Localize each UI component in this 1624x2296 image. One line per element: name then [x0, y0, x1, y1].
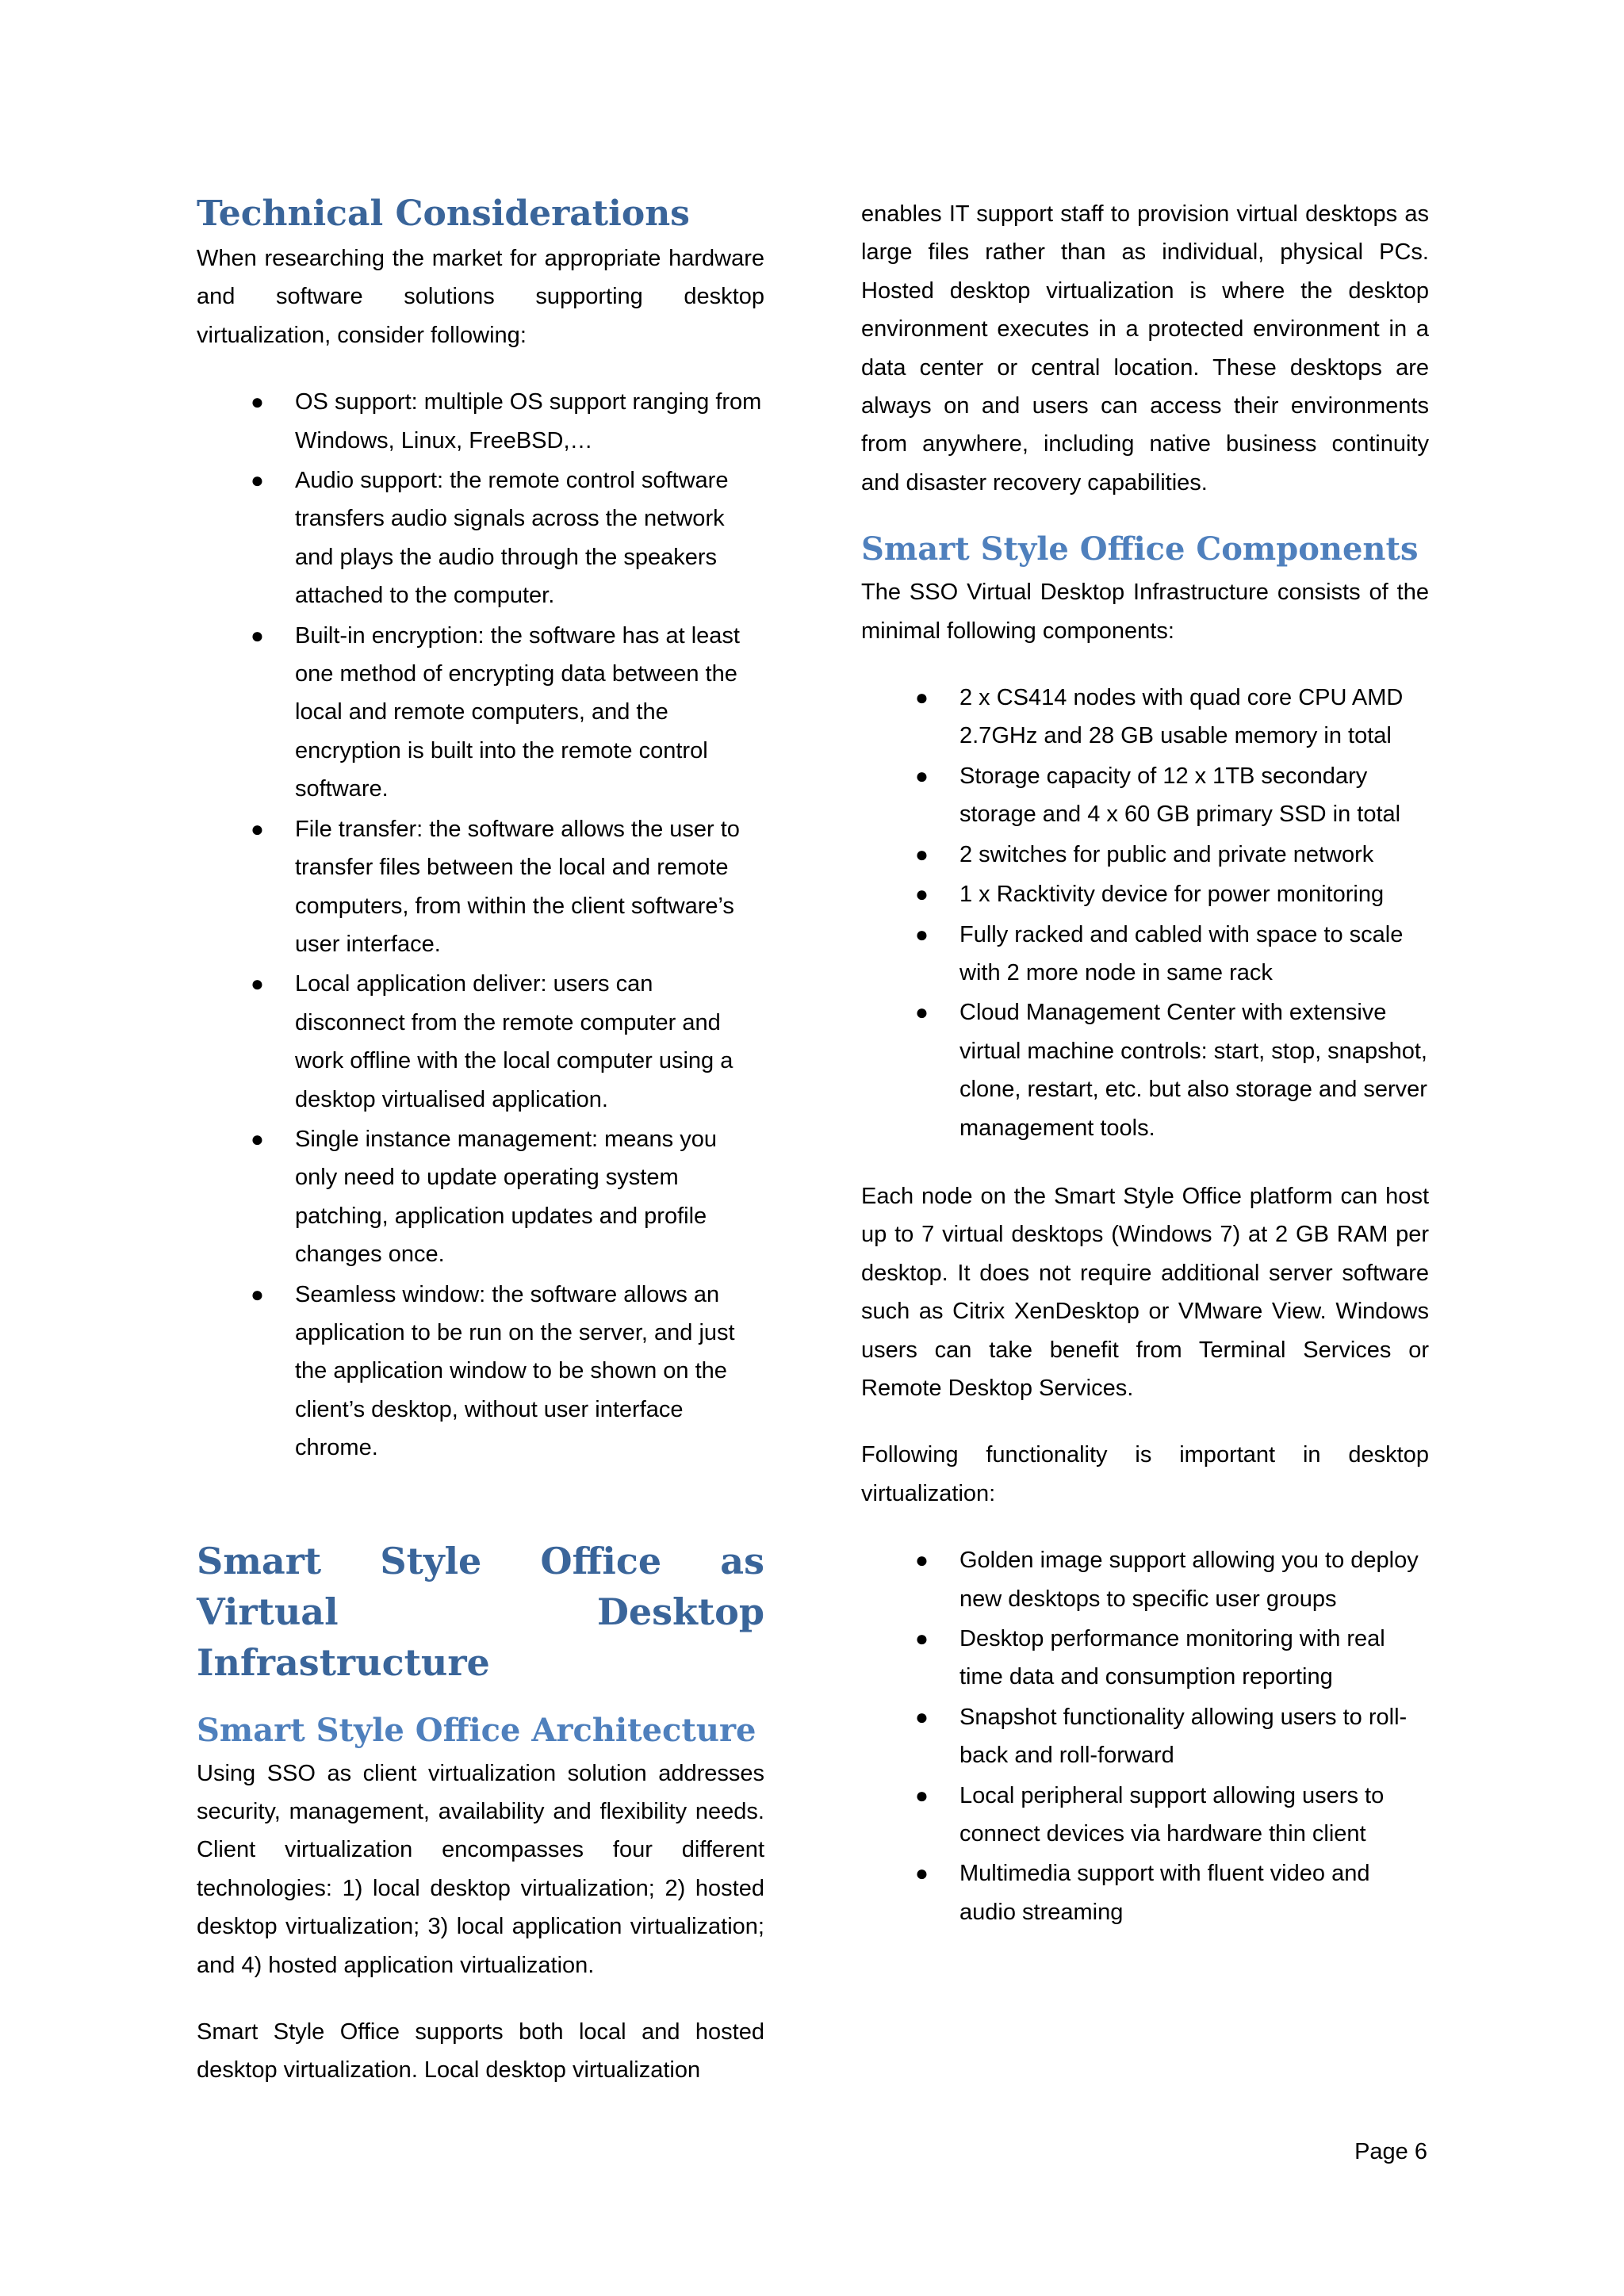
- node-paragraph: Each node on the Smart Style Office platform can host up to 7 virtual desktops (Windows 7) at 2 GB RAM per desktop. It does not require additional server software such as Citrix XenDesktop or VMware View. Windows users can take benefit from Terminal Services or Remote Desktop Services.: [861, 1183, 1429, 1401]
- functionality-bullet-list: [861, 1541, 1429, 1931]
- architecture-paragraph-2: Smart Style Office supports both local and hosted desktop virtualization. Local desktop virtualization: [197, 2019, 764, 2084]
- list-item: ● Cloud Management Center with extensive virtual machine controls: start, stop, snapshot, clone, restart, etc. but also storage and server management tools.: [861, 993, 1429, 1147]
- list-item: ● 2 switches for public and private network: [861, 836, 1429, 874]
- bullet-icon: ●: [915, 1548, 929, 1573]
- list-item: ● Single instance management: means you only need to update operating system patching, application updates and profile changes once.: [197, 1120, 764, 1274]
- list-item: ● Storage capacity of 12 x 1TB secondary storage and 4 x 60 GB primary SSD in total: [861, 757, 1429, 834]
- architecture-continued-paragraph: enables IT support staff to provision virtual desktops as large files rather than as individual, physical PCs. Hosted desktop virtualization is where the desktop environment executes in a protected environment in a data center or central location. These desktops are always on and users can access their environments from anywhere, including native business continuity and disaster recovery capabilities.: [861, 201, 1429, 496]
- list-item: ● File transfer: the software allows the user to transfer files between the local and remote computers, from within the client software’s user interface.: [197, 810, 764, 964]
- components-intro-paragraph: The SSO Virtual Desktop Infrastructure consists of the minimal following components:: [861, 580, 1429, 644]
- heading-technical-considerations: Technical Considerations: [197, 193, 690, 234]
- bullet-icon: ●: [251, 1281, 264, 1307]
- list-item: ● Local application deliver: users can disconnect from the remote computer and work offline with the local computer using a desktop virtualised application.: [197, 965, 764, 1119]
- left-column: [197, 189, 764, 2090]
- list-item: ● Seamless window: the software allows an application to be run on the server, and just the application window to be shown on the client’s desktop, without user interface chrome.: [197, 1276, 764, 1468]
- functionality-intro-paragraph: Following functionality is important in desktop virtualization:: [861, 1442, 1429, 1506]
- bullet-icon: ●: [251, 816, 264, 841]
- bullet-icon: ●: [915, 1782, 929, 1808]
- list-item: ● Fully racked and cabled with space to scale with 2 more node in same rack: [861, 916, 1429, 993]
- list-item: ● Golden image support allowing you to deploy new desktops to specific user groups: [861, 1541, 1429, 1618]
- heading-components: Smart Style Office Components: [861, 530, 1419, 568]
- bullet-icon: ●: [915, 882, 929, 907]
- page-number: Page 6: [1354, 2139, 1427, 2164]
- tech-bullet-list: [197, 383, 764, 1467]
- bullet-icon: ●: [915, 841, 929, 867]
- list-item: ● Audio support: the remote control software transfers audio signals across the network and plays the audio through the speakers attached to the computer.: [197, 461, 764, 615]
- bullet-icon: ●: [915, 685, 929, 710]
- list-item: ● Local peripheral support allowing users to connect devices via hardware thin client: [861, 1777, 1429, 1854]
- heading-architecture: Smart Style Office Architecture: [197, 1711, 756, 1749]
- right-column: [861, 195, 1429, 1933]
- bullet-icon: ●: [251, 1126, 264, 1151]
- list-item: ● 2 x CS414 nodes with quad core CPU AMD 2.7GHz and 28 GB usable memory in total: [861, 679, 1429, 756]
- list-item: ● OS support: multiple OS support ranging from Windows, Linux, FreeBSD,…: [197, 383, 764, 460]
- bullet-icon: ●: [915, 1626, 929, 1651]
- bullet-icon: ●: [915, 763, 929, 788]
- list-item: ● Multimedia support with fluent video and audio streaming: [861, 1854, 1429, 1931]
- bullet-icon: ●: [251, 971, 264, 997]
- bullet-icon: ●: [915, 921, 929, 947]
- bullet-icon: ●: [251, 622, 264, 648]
- bullet-icon: ●: [915, 1861, 929, 1886]
- list-item: ● Desktop performance monitoring with real time data and consumption reporting: [861, 1620, 1429, 1697]
- list-item: ● 1 x Racktivity device for power monitoring: [861, 875, 1429, 913]
- bullet-icon: ●: [251, 468, 264, 493]
- tech-intro-paragraph: When researching the market for appropriate hardware and software solutions supporting desktop virtualization, consider following:: [197, 246, 764, 348]
- bullet-icon: ●: [251, 389, 264, 415]
- architecture-paragraph-1: Using SSO as client virtualization solution addresses security, management, availability and flexibility needs. Client virtualization encompasses four different technologies: 1) local desktop virtualization; 2) hosted desktop virtualization; 3) local application virtualization; and 4) hosted application virtualization.: [197, 1760, 764, 1978]
- bullet-icon: ●: [915, 1704, 929, 1729]
- list-item: ● Built-in encryption: the software has at least one method of encrypting data between the local and remote computers, and the encryption is built into the remote control software.: [197, 617, 764, 809]
- components-bullet-list: [861, 679, 1429, 1147]
- heading-vdi: Smart Style Office as Virtual Desktop Infrastructure: [197, 1539, 764, 1684]
- list-item: ● Snapshot functionality allowing users to roll-back and roll-forward: [861, 1698, 1429, 1775]
- bullet-icon: ●: [915, 1000, 929, 1025]
